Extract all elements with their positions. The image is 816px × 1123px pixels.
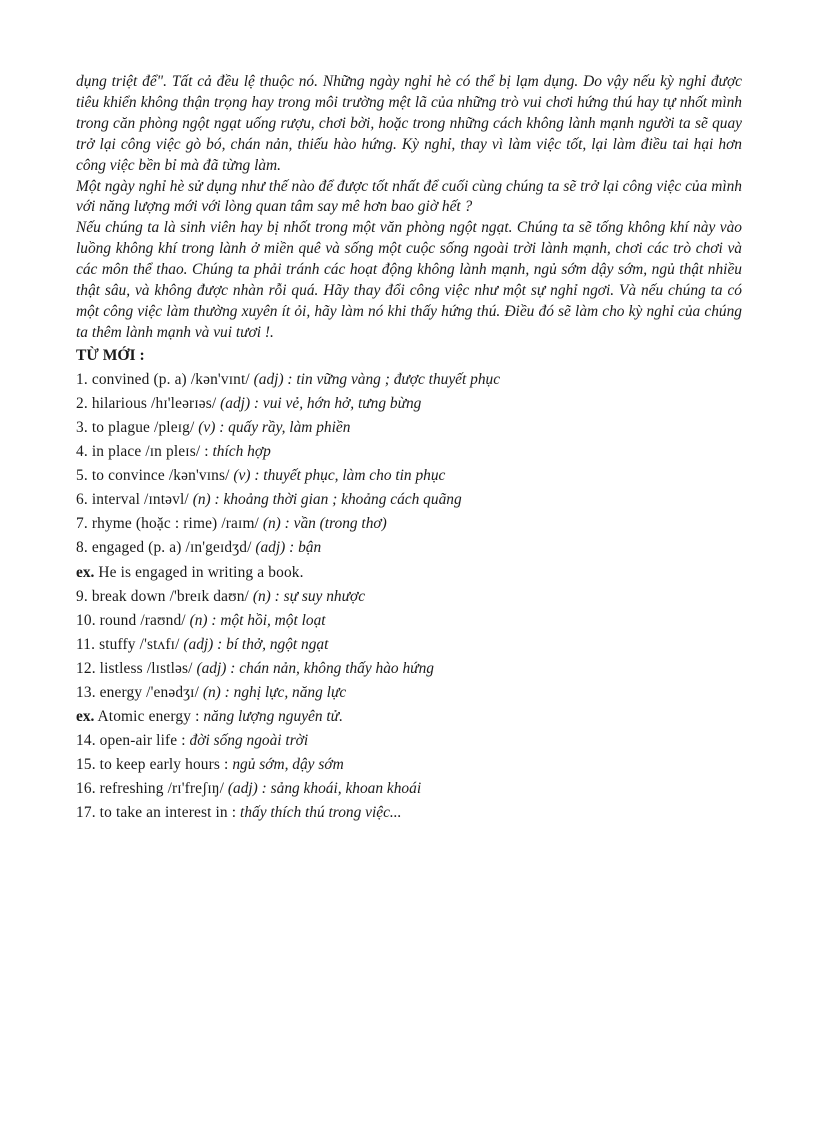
vocab-item	[76, 657, 742, 681]
example-gloss: năng lượng nguyên tử.	[199, 708, 343, 726]
body-paragraph: Một ngày nghỉ hè sử dụng như thế nào để được tốt nhất để cuối cùng chúng ta sẽ trở lại công việc của mình với năng lượng mới với lòng quan tâm say mê hơn bao giờ hết ?	[76, 177, 742, 216]
vocab-item	[76, 585, 742, 609]
example-text: Atomic energy :	[94, 708, 200, 726]
vocab-term: 8. engaged (p. a) /ɪn'geɪdʒd/	[76, 539, 252, 557]
body-paragraph: Nếu chúng ta là sinh viên hay bị nhốt trong một văn phòng ngột ngạt. Chúng ta sẽ tống không khí này vào luồng không khí trong lành ở miền quê và sống một cuộc sống ngoài trời lành mạnh, chơi các trò chơi và các môn thể thao. Chúng ta phải tránh các hoạt động không lành mạnh, ngủ sớm dậy sớm, ngủ thật nhiều thật sâu, và không được nhàn rỗi quá. Hãy thay đổi công việc như một sự nghỉ ngơi. Và nếu chúng ta có một công việc làm thường xuyên ít ỏi, hãy làm nó khi thấy hứng thú. Điều đó sẽ làm cho kỳ nghỉ của chúng ta thêm lành mạnh và vui tươi !.	[76, 219, 742, 341]
vocab-gloss: (n) : vần (trong thơ)	[259, 515, 387, 533]
vocab-gloss: (v) : thuyết phục, làm cho tin phục	[229, 467, 446, 485]
vocab-item	[76, 633, 742, 657]
vocab-gloss: (adj) : chán nản, không thấy hào hứng	[192, 659, 434, 677]
vocab-gloss: (adj) : sảng khoái, khoan khoái	[224, 780, 422, 798]
vocab-gloss: (n) : khoảng thời gian ; khoảng cách quãng	[188, 491, 462, 509]
vocab-gloss: (adj) : bận	[251, 539, 322, 557]
vocab-item	[76, 609, 742, 633]
vocab-heading: TỪ MỚI :	[76, 346, 145, 364]
vocab-gloss: đời sống ngoài trời	[185, 732, 309, 750]
vocab-term: 16. refreshing /rɪ'freʃɪŋ/	[76, 780, 225, 798]
vocab-term: 14. open-air life :	[76, 732, 186, 750]
vocab-gloss: thích hợp	[208, 443, 271, 461]
example-label: ex.	[76, 563, 95, 581]
vocab-gloss: ngủ sớm, dậy sớm	[228, 756, 344, 774]
vocab-term: 3. to plague /pleɪg/	[76, 418, 195, 436]
vocab-term: 9. break down /'breɪk daʊn/	[76, 587, 249, 605]
vocab-term: 4. in place /ɪn pleɪs/ :	[76, 443, 209, 461]
vocab-item	[76, 368, 742, 392]
vocab-term: 6. interval /ɪntəvl/	[76, 491, 189, 509]
vocab-item	[76, 753, 742, 777]
vocab-term: 7. rhyme (hoặc : rime) /raɪm/	[76, 515, 259, 533]
vocab-item	[76, 777, 742, 801]
vocab-gloss: thấy thích thú trong việc...	[236, 804, 402, 822]
vocab-list	[76, 368, 742, 826]
vocab-term: 17. to take an interest in :	[76, 804, 237, 822]
vocab-gloss: (n) : sự suy nhược	[248, 587, 366, 605]
vocab-item	[76, 440, 742, 464]
vocab-item	[76, 681, 742, 705]
vocab-item	[76, 416, 742, 440]
vocab-term: 10. round /raʊnd/	[76, 611, 186, 629]
vocab-item	[76, 512, 742, 536]
vocab-item	[76, 488, 742, 512]
example-item	[76, 561, 742, 585]
vocab-gloss: (v) : quấy rầy, làm phiền	[194, 418, 351, 436]
vocab-gloss: (adj) : tin vững vàng ; được thuyết phục	[249, 370, 501, 388]
example-label: ex.	[76, 708, 95, 726]
body-paragraph: dụng triệt để". Tất cả đều lệ thuộc nó. Những ngày nghỉ hè có thể bị lạm dụng. Do vậy nếu kỳ nghỉ được tiêu khiển không thận trọng hay trong môi trường mệt lã của những trò vui chơi hứng thú hay tự nhốt mình trong căn phòng ngột ngạt uống rượu, chơi bời, hoặc trong những cách không lành mạnh người ta sẽ quay trở lại công việc gò bó, chán nản, thiếu hào hứng. Kỳ nghỉ, thay vì làm việc tốt, lại làm điều tai hại hơn công việc bền bỉ mà đã từng làm.	[76, 73, 742, 174]
vocab-gloss: (n) : nghị lực, năng lực	[199, 684, 347, 701]
vocab-item	[76, 801, 742, 825]
vocab-item	[76, 536, 742, 560]
vocab-item	[76, 464, 742, 488]
vocab-term: 11. stuffy /'stʌfɪ/	[76, 635, 180, 653]
vocab-gloss: (n) : một hồi, một loạt	[185, 611, 326, 629]
vocab-term: 13. energy /'enədʒɪ/	[76, 684, 200, 701]
vocab-term: 5. to convince /kən'vɪns/	[76, 467, 230, 485]
vocab-gloss: (adj) : vui vẻ, hớn hở, tưng bừng	[216, 394, 422, 412]
example-item	[76, 705, 742, 729]
vocab-term: 12. listless /lɪstləs/	[76, 659, 193, 677]
example-text: He is engaged in writing a book.	[94, 563, 304, 581]
vocab-gloss: (adj) : bí thở, ngột ngạt	[179, 635, 329, 653]
document-page	[76, 72, 742, 826]
vocab-item	[76, 392, 742, 416]
vocab-term: 15. to keep early hours :	[76, 756, 229, 774]
vocab-term: 1. convined (p. a) /kən'vɪnt/	[76, 370, 250, 388]
vocab-item	[76, 729, 742, 753]
vocab-term: 2. hilarious /hɪ'leərɪəs/	[76, 394, 217, 412]
